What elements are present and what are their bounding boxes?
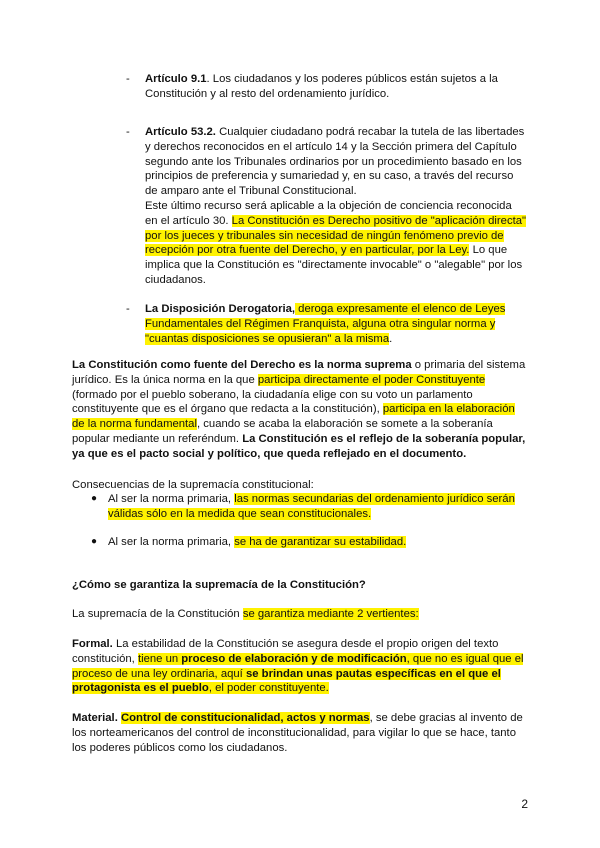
vertientes-paragraph: La supremacía de la Constitución se garantiza mediante 2 vertientes: <box>72 608 419 620</box>
highlight: participa directamente el poder Constituyente <box>257 373 486 386</box>
formal-paragraph: Formal. La estabilidad de la Constitución se asegura desde el propio origen del texto constitución, tiene un proceso de elaboración y de modificación, que no es igual que el proceso de una ley ordinaria, aquí se brindan unas pautas específicas en el que el protagonista es el pueblo, el poder constituyente. <box>72 638 524 695</box>
article-53-2: Artículo 53.2. Cualquier ciudadano podrá recabar la tutela de las libertades y derechos reconocidos en el artículo 14 y la Sección primera del Capítulo segundo ante los Tribunales ordinarios por un procedimiento basado en los principios de preferencia y sumariedad y, en su caso, a través del recurso de amparo ante el Tribunal Constitucional. Este último recurso será aplicable a la objeción de conciencia reconocida en el artículo 30. La Constitución es Derecho positivo de "aplicación directa" por los jueces y tribunales sin necesidad de ningún fenómeno previo de recepción por otra fuente del Derecho, y en particular, por la Ley. Lo que implica que la Constitución es "directamente invocable" o "alegable" por los ciudadanos. <box>145 126 527 286</box>
article-9-1: Artículo 9.1. Los ciudadanos y los poderes públicos están sujetos a la Constitución y al resto del ordenamiento jurídico. <box>145 73 498 100</box>
article-title: Artículo 53.2. <box>145 126 216 138</box>
bullet-icon: ● <box>91 536 98 547</box>
section-question-heading: ¿Cómo se garantiza la supremacía de la Constitución? <box>72 579 366 591</box>
page-number: 2 <box>521 797 528 811</box>
article-title: Artículo 9.1 <box>145 73 207 85</box>
highlight: La Constitución es Derecho positivo de "aplicación directa" por los jueces y tribunales sin necesidad de ningún fenómeno previo de recepción por otra fuente del Derecho, y en particular, por la Ley. <box>145 214 527 257</box>
list-dash: - <box>126 73 130 85</box>
disposicion-derogatoria: La Disposición Derogatoria, deroga expresamente el elenco de Leyes Fundamentales del Régimen Franquista, alguna otra singular norma y "cuantas disposiciones se opusieran" a la misma. <box>145 303 506 345</box>
list-item: Al ser la norma primaria, las normas secundarias del ordenamiento jurídico serán válidas sólo en la medida que sean constitucionales. <box>108 493 515 520</box>
highlight: se garantiza mediante 2 vertientes: <box>242 608 419 620</box>
highlight: Control de constitucionalidad, actos y normas <box>120 712 370 724</box>
list-dash: - <box>126 303 130 315</box>
highlight: , que no es igual que el proceso de una ley ordinaria, aquí <box>72 652 524 680</box>
highlight: participa en la elaboración de la norma fundamental <box>72 403 515 431</box>
material-paragraph: Material. Control de constitucionalidad, actos y normas, se debe gracias al invento de los norteamericanos del control de inconstitucionalidad, para vigilar lo que se hace, tanto los poderes públicos como los ciudadanos. <box>72 712 523 754</box>
consecuencias-intro: Consecuencias de la supremacía constitucional: <box>72 479 314 491</box>
highlight: proceso de elaboración y de modificación <box>181 652 407 665</box>
list-dash: - <box>126 126 130 138</box>
highlight: deroga expresamente el elenco de Leyes Fundamentales del Régimen Franquista, alguna otra singular norma y "cuantas disposiciones se opusieran" a la misma <box>145 303 506 345</box>
list-item: Al ser la norma primaria, se ha de garantizar su estabilidad. <box>108 536 407 548</box>
highlight: se brindan unas pautas específicas en el que el protagonista es el pueblo <box>72 667 501 695</box>
article-title: La Disposición Derogatoria, <box>145 303 296 315</box>
highlight: las normas secundarias del ordenamiento jurídico serán válidas sólo en la medida que sean constitucionales. <box>108 493 515 520</box>
fuente-derecho-paragraph: La Constitución como fuente del Derecho es la norma suprema o primaria del sistema jurídico. Es la única norma en la que participa directamente el poder Constituyente (formado por el pueblo soberano, la ciudadanía elige con su voto un parlamento constituyente que es el órgano que redacta a la constitución), participa en la elaboración de la norma fundamental, cuando se acaba la elaboración se somete a la soberanía popular mediante un referéndum. La Constitución es el reflejo de la soberanía popular, ya que es el pacto social y político, que queda reflejado en el documento. <box>72 359 526 460</box>
highlight: se ha de garantizar su estabilidad. <box>234 536 407 548</box>
highlight: tiene un <box>137 652 182 665</box>
highlight: , el poder constituyente. <box>208 682 329 695</box>
bullet-icon: ● <box>91 493 98 504</box>
